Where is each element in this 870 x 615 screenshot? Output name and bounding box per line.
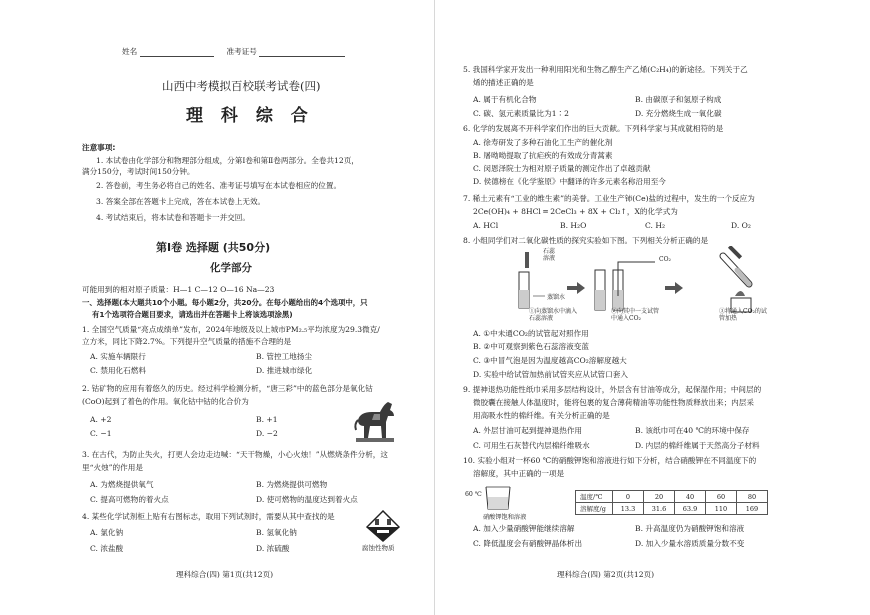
beaker-label: 硝酸钾饱和溶液 [483,514,527,521]
subject-title: 理 科 综 合 [186,106,314,126]
question-2-stem: 2. 钴矿物的应用有着悠久的历史。经过科学检测分析，“唐三彩”中的蓝色部分是氧化钴 [82,384,373,393]
table-cell: 63.9 [675,503,706,515]
question-10-stem: 溶解度，其中正确的一项是 [473,469,565,478]
question-2-stem: (CoO)起到了着色的作用。氧化钴中钴的化合价为 [82,397,249,406]
option-c: C. 闵恩泽院士为相对原子质量的测定作出了卓越贡献 [473,164,651,173]
question-3-stem: 里“火烛”的作用是 [82,463,143,472]
corrosive-label: 腐蚀性物质 [362,544,395,552]
tube-liquid [519,290,529,308]
option-a: A. +2 [90,415,112,424]
option-b: B. 由碳原子和氢原子构成 [635,95,722,104]
part-title: 化学部分 [210,262,252,274]
table-header-cell: 溶解度/g [576,503,613,515]
option-c: C. 可用生石灰替代内层棉纤维吸水 [473,441,590,450]
figure-caption: ②向其中一支试管 中通入CO₂ [611,308,660,322]
name-field-row [122,46,345,57]
question-5-stem: 5. 我国科学家开发出一种利用阳光和生物乙醇生产乙烯(C₂H₄)的新途径。下列关于乙 [463,65,748,74]
table-cell: 0 [613,491,644,503]
section-title: 第Ⅰ卷 选择题 (共50分) [156,241,271,254]
table-cell: 60 [706,491,737,503]
table-cell: 13.3 [613,503,644,515]
option-a: A. 为燃烧提供氧气 [90,480,154,489]
option-c: C. 降低温度会有硝酸钾晶体析出 [473,539,583,548]
figure-label: 石蕊 溶液 [543,248,556,262]
option-a: A. 氯化钠 [90,528,124,537]
option-d: D. 推进城市绿化 [256,366,313,375]
option-a: A. HCl [473,221,499,230]
page-footer: 理科综合(四) 第1页(共12页) [176,570,274,579]
question-9-stem: 用高吸水性的棉纤维。有关分析正确的是 [473,411,610,420]
option-c: C. 提高可燃物的着火点 [90,495,169,504]
note-line: 4. 考试结束后，将本试卷和答题卡一并交回。 [96,213,250,222]
atomic-masses: 可能用到的相对原子质量：H—1 C—12 O—16 Na—23 [82,285,275,294]
question-6-stem: 6. 化学的发展离不开科学家们作出的巨大贡献。下列科学家与其成就相符的是 [463,124,724,133]
option-b: B. 为燃烧提供可燃物 [256,480,328,489]
question-3-stem: 3. 在古代，为防止失火，打更人会边走边喊：“天干物燥，小心火烛！”从燃烧条件分析，这 [82,450,388,459]
figure-caption: ③将通入CO₂的试 管加热 [719,308,767,322]
table-row [576,503,768,515]
question-1-stem: 1. 全国空气质量“亮点成绩单”发布，2024年地级及以上城市PM₂.₅平均浓度为29.3微克/ [82,325,380,334]
table-cell: 40 [675,491,706,503]
question-5-stem: 烯的描述正确的是 [473,78,534,87]
instructions-line: 一、选择题(本大题共10个小题。每小题2分，共20分。在每小题给出的4个选项中，只 [82,298,368,307]
option-a: A. 加入少量硝酸钾能继续溶解 [473,524,575,533]
note-line: 满分150分，考试时间150分钟。 [82,167,195,176]
figure-label: CO₂ [659,256,671,263]
option-b: B. 该纸巾可在40 ℃的环境中保存 [635,426,750,435]
option-a: A. 属于有机化合物 [473,95,537,104]
table-cell: 110 [706,503,737,515]
option-b: B. 屠呦呦提取了抗疟疾的有效成分青蒿素 [473,151,613,160]
option-d: D. 内层的棉纤维属于天然高分子材料 [635,441,760,450]
option-c: C. −1 [90,429,112,438]
table-cell: 80 [737,491,768,503]
note-line: 3. 答案全部在答题卡上完成，答在本试卷上无效。 [96,197,266,206]
option-d: D. 使可燃物的温度达到着火点 [256,495,358,504]
arrow-icon [665,282,683,294]
flame-icon [735,291,745,296]
option-d: D. −2 [256,429,278,438]
table-cell: 31.6 [644,503,675,515]
solubility-table [575,490,768,515]
question-4-stem: 4. 某些化学试剂柜上贴有右图标志，取用下列试剂时，需要从其中查找的是 [82,512,335,521]
tube-clamp-icon [728,246,742,259]
table-cell: 169 [737,503,768,515]
figure-caption: ①向蒸馏水中滴入 石蕊溶液 [529,308,578,322]
exam-title: 山西中考模拟百校联考试卷(四) [162,79,321,93]
option-d: D. 侯德榜在《化学鉴原》中翻译的许多元素名称沿用至今 [473,177,666,186]
page-right [435,0,870,615]
option-b: B. ②中可观察到紫色石蕊溶液变蓝 [473,342,589,351]
option-d: D. 浓硫酸 [256,544,290,553]
exam-number-label: 准考证号 [226,47,257,56]
option-d: D. 充分燃烧生成一氧化碳 [635,109,722,118]
table-cell: 20 [644,491,675,503]
beaker-temperature: 60 ℃ [465,491,482,498]
notes-heading: 注意事项: [82,143,116,152]
question-9-stem: 9. 提神退热功能性纸巾采用多层结构设计，外层含有甘油等成分，起保湿作用；中间层的 [463,385,762,394]
option-d: D. O₂ [731,221,751,230]
page-footer: 理科综合(四) 第2页(共12页) [557,570,655,579]
figure-label: 蒸馏水 [547,294,566,301]
exam-number-blank [259,48,345,57]
option-b: B. 氢氧化钠 [256,528,297,537]
option-a: A. 外层甘油可起到提神退热作用 [473,426,583,435]
option-d: D. 加入少量水溶质质量分数不变 [635,539,745,548]
dropper-icon [525,252,529,268]
question-10-stem: 10. 实验小组对一杯60 ℃的硝酸钾饱和溶液进行如下分析，结合硝酸钾在不同温度下的 [463,456,757,465]
corrosive-warning-icon [366,510,400,542]
option-a: A. ①中未通CO₂的试管起对照作用 [473,329,589,338]
name-label: 姓名 [122,47,138,56]
option-b: B. 升高温度仍为硝酸钾饱和溶液 [635,524,745,533]
note-line: 1. 本试卷由化学部分和物理部分组成，分第Ⅰ卷和第Ⅱ卷两部分。全卷共12页， [96,156,359,165]
question-7-stem: 2Ce(OH)₄ + 8HCl ═ 2CeCl₃ + 8X + Cl₂↑，X的化学式为 [473,207,678,216]
option-a: A. 徐寿研发了多种石油化工生产的催化剂 [473,138,613,147]
option-c: C. ③中冒气泡是因为温度越高CO₂溶解度越大 [473,356,627,365]
question-1-stem: 立方米，同比下降2.7%。下列提升空气质量的措施不合理的是 [82,337,292,346]
beaker-icon [483,485,513,511]
question-7-stem: 7. 稀土元素有“工业的维生素”的美誉。工业生产铈(Ce)盐的过程中，发生的一个反应为 [463,194,755,203]
question-8-stem: 8. 小组同学们对二氧化碳性质的探究实验如下图。下列相关分析正确的是 [463,236,709,245]
option-d: D. 实验中给试管加热前试管夹应从试管口套入 [473,370,628,379]
option-b: B. 管控工地扬尘 [256,352,312,361]
option-c: C. 浓盐酸 [90,544,124,553]
question-9-stem: 微胶囊在接触人体温度时，能将包裹的复合薄荷精油等功能性物质释放出来；内层采 [473,398,754,407]
table-row [576,491,768,503]
instructions-line: 有1个选项符合题目要求，请选出并在答题卡上将该选项涂黑) [92,310,293,319]
arrow-icon [567,282,585,294]
table-header-cell: 温度/℃ [576,491,613,503]
option-c: C. H₂ [645,221,666,230]
tang-sancai-horse-image [350,400,400,444]
option-c: C. 碳、氢元素质量比为1∶2 [473,109,569,118]
option-b: B. +1 [256,415,278,424]
option-a: A. 实施车辆限行 [90,352,146,361]
option-b: B. H₂O [560,221,587,230]
option-c: C. 禁用化石燃料 [90,366,146,375]
name-blank [140,48,214,57]
note-line: 2. 答卷前，考生务必将自己的姓名、准考证号填写在本试卷相应的位置。 [96,181,342,190]
